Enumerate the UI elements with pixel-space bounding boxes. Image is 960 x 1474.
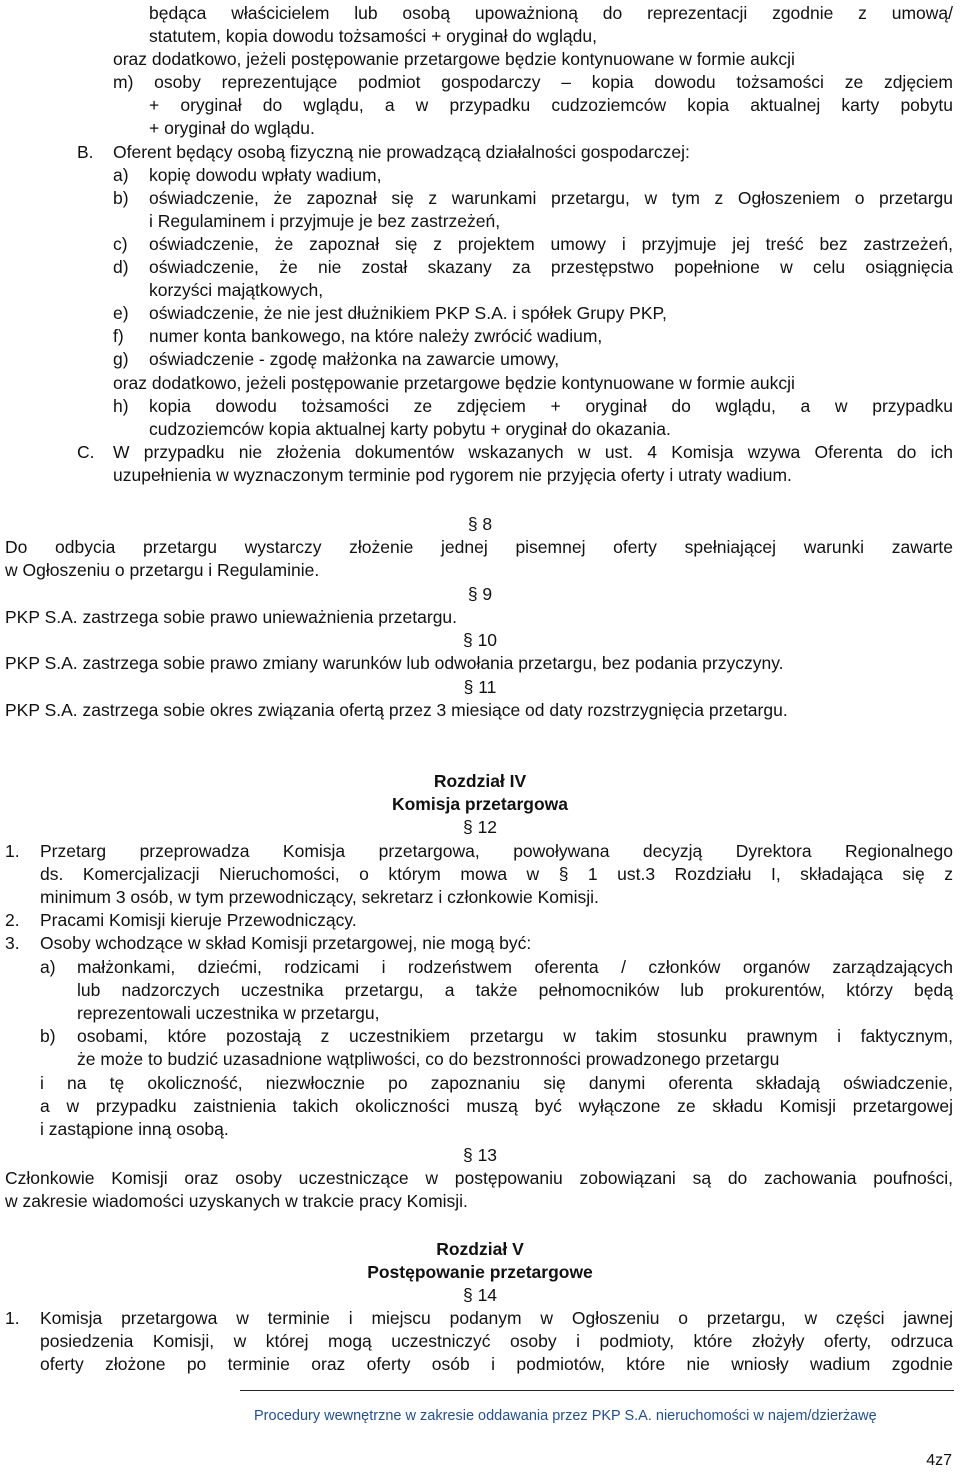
section-heading: § 8 xyxy=(467,514,493,534)
text-line: PKP S.A. zastrzega sobie okres związania ofertą przez 3 miesiące od daty rozstrzygnięcia przetargu. xyxy=(5,700,788,720)
list-marker: b) xyxy=(113,188,129,208)
text-line: Oferent będący osobą fizyczną nie prowadzącą działalności gospodarczej: xyxy=(113,142,690,162)
text-line: oferty złożone po terminie oraz oferty osób i podmiotów, które nie wniosły wadium zgodnie xyxy=(40,1354,953,1374)
text-line: minimum 3 osób, w tym przewodniczący, sekretarz i członkowie Komisji. xyxy=(40,887,599,907)
text-line: ds. Komercjalizacji Nieruchomości, o którym mowa w § 1 ust.3 Rozdziału I, składająca się z xyxy=(40,864,953,884)
section-heading: § 9 xyxy=(467,584,493,604)
text-line: i zastąpione inną osobą. xyxy=(40,1119,229,1139)
list-marker: a) xyxy=(40,957,56,977)
text-line: będąca właścicielem lub osobą upoważnioną do reprezentacji zgodnie z umową/ xyxy=(149,3,953,23)
chapter-title: Rozdział IV xyxy=(433,771,527,791)
text-line: małżonkami, dziećmi, rodzicami i rodzeństwem oferenta / członków organów zarządzających xyxy=(77,957,953,977)
list-marker: a) xyxy=(113,165,129,185)
text-line: osobami, które pozostają z uczestnikiem przetargu w takim stosunku prawnym i faktycznym, xyxy=(77,1026,953,1046)
section-heading: § 11 xyxy=(463,677,497,697)
text-line: że może to budzić uzasadnione wątpliwości, co do bezstronności prowadzonego przetargu xyxy=(77,1049,780,1069)
list-marker: e) xyxy=(113,303,129,323)
text-line: numer konta bankowego, na które należy zwrócić wadium, xyxy=(149,326,603,346)
list-marker: 2. xyxy=(5,910,20,930)
footer-divider xyxy=(240,1390,954,1391)
list-marker: 3. xyxy=(5,933,20,953)
section-heading: § 14 xyxy=(462,1285,498,1305)
text-line: oraz dodatkowo, jeżeli postępowanie przetargowe będzie kontynuowane w formie aukcji xyxy=(113,49,795,69)
text-line: m) osoby reprezentujące podmiot gospodarczy – kopia dowodu tożsamości ze zdjęciem xyxy=(113,72,953,92)
list-marker: d) xyxy=(113,257,129,277)
text-line: i Regulaminem i przyjmuje je bez zastrzeżeń, xyxy=(149,211,501,231)
chapter-title: Rozdział V xyxy=(436,1239,524,1259)
section-heading: § 10 xyxy=(462,630,498,650)
text-line: oświadczenie, że nie został skazany za przestępstwo popełnione w celu osiągnięcia xyxy=(149,257,953,277)
chapter-subtitle: Postępowanie przetargowe xyxy=(367,1262,593,1282)
text-line: Przetarg przeprowadza Komisja przetargowa, powoływana decyzją Dyrektora Regionalnego xyxy=(40,841,953,861)
list-marker: f) xyxy=(113,326,124,346)
text-line: i na tę okoliczność, niezwłocznie po zapoznaniu się danymi oferenta składają oświadczenie, xyxy=(40,1073,953,1093)
text-line: Komisja przetargowa w terminie i miejscu podanym w Ogłoszeniu o przetargu, w części jawnej xyxy=(40,1308,953,1328)
text-line: w zakresie wiadomości uzyskanych w trakcie pracy Komisji. xyxy=(5,1191,468,1211)
text-line: PKP S.A. zastrzega sobie prawo zmiany warunków lub odwołania przetargu, bez podania przyczyny. xyxy=(5,653,784,673)
text-line: oraz dodatkowo, jeżeli postępowanie przetargowe będzie kontynuowane w formie aukcji xyxy=(113,373,795,393)
text-line: oświadczenie, że zapoznał się z warunkami przetargu, w tym z Ogłoszeniem o przetargu xyxy=(149,188,953,208)
text-line: PKP S.A. zastrzega sobie prawo unieważnienia przetargu. xyxy=(5,607,458,627)
text-line: cudzoziemców kopia aktualnej karty pobytu + oryginał do okazania. xyxy=(149,419,671,439)
text-line: Osoby wchodzące w skład Komisji przetargowej, nie mogą być: xyxy=(40,933,532,953)
text-line: Członkowie Komisji oraz osoby uczestniczące w postępowaniu zobowiązani są do zachowania poufności, xyxy=(5,1168,953,1188)
text-line: Do odbycia przetargu wystarczy złożenie jednej pisemnej oferty spełniającej warunki zawarte xyxy=(5,537,953,557)
text-line: + oryginał do wglądu. xyxy=(149,118,315,138)
list-marker: C. xyxy=(77,442,95,462)
text-line: oświadczenie, że nie jest dłużnikiem PKP S.A. i spółek Grupy PKP, xyxy=(149,303,667,323)
list-marker: c) xyxy=(113,234,128,254)
section-heading: § 13 xyxy=(462,1145,498,1165)
text-line: W przypadku nie złożenia dokumentów wskazanych w ust. 4 Komisja wzywa Oferenta do ich xyxy=(113,442,953,462)
chapter-subtitle: Komisja przetargowa xyxy=(391,794,569,814)
text-line: statutem, kopia dowodu tożsamości + oryginał do wglądu, xyxy=(149,26,597,46)
list-marker: 1. xyxy=(5,1308,20,1328)
list-marker: b) xyxy=(40,1026,56,1046)
text-line: posiedzenia Komisji, w której mogą uczestniczyć osoby i podmioty, które złożyły oferty, odrzuca xyxy=(40,1331,953,1351)
list-marker: B. xyxy=(77,142,94,162)
list-marker: 1. xyxy=(5,841,20,861)
list-marker: h) xyxy=(113,396,129,416)
text-line: a w przypadku zaistnienia takich okoliczności muszą być wyłączone ze składu Komisji przetargowej xyxy=(40,1096,953,1116)
text-line: kopia dowodu tożsamości ze zdjęciem + oryginał do wglądu, a w przypadku xyxy=(149,396,953,416)
text-line: reprezentowali uczestnika w przetargu, xyxy=(77,1003,380,1023)
text-line: + oryginał do wglądu, a w przypadku cudzoziemców kopia aktualnej karty pobytu xyxy=(149,95,953,115)
text-line: oświadczenie, że zapoznał się z projektem umowy i przyjmuje jej treść bez zastrzeżeń, xyxy=(149,234,953,254)
text-line: lub nadzorczych uczestnika przetargu, a także pełnomocników lub prokurentów, którzy będą xyxy=(77,980,953,1000)
text-line: korzyści majątkowych, xyxy=(149,280,324,300)
list-marker: g) xyxy=(113,349,129,369)
text-line: kopię dowodu wpłaty wadium, xyxy=(149,165,382,185)
page-number: 4z7 xyxy=(926,1452,952,1469)
text-line: uzupełnienia w wyznaczonym terminie pod rygorem nie przyjęcia oferty i utraty wadium. xyxy=(113,465,792,485)
footer-text: Procedury wewnętrzne w zakresie oddawania przez PKP S.A. nieruchomości w najem/dzierżawę xyxy=(254,1408,877,1424)
text-line: w Ogłoszeniu o przetargu i Regulaminie. xyxy=(5,560,320,580)
text-line: Pracami Komisji kieruje Przewodniczący. xyxy=(40,910,357,930)
text-line: oświadczenie - zgodę małżonka na zawarcie umowy, xyxy=(149,349,560,369)
section-heading: § 12 xyxy=(462,817,498,837)
